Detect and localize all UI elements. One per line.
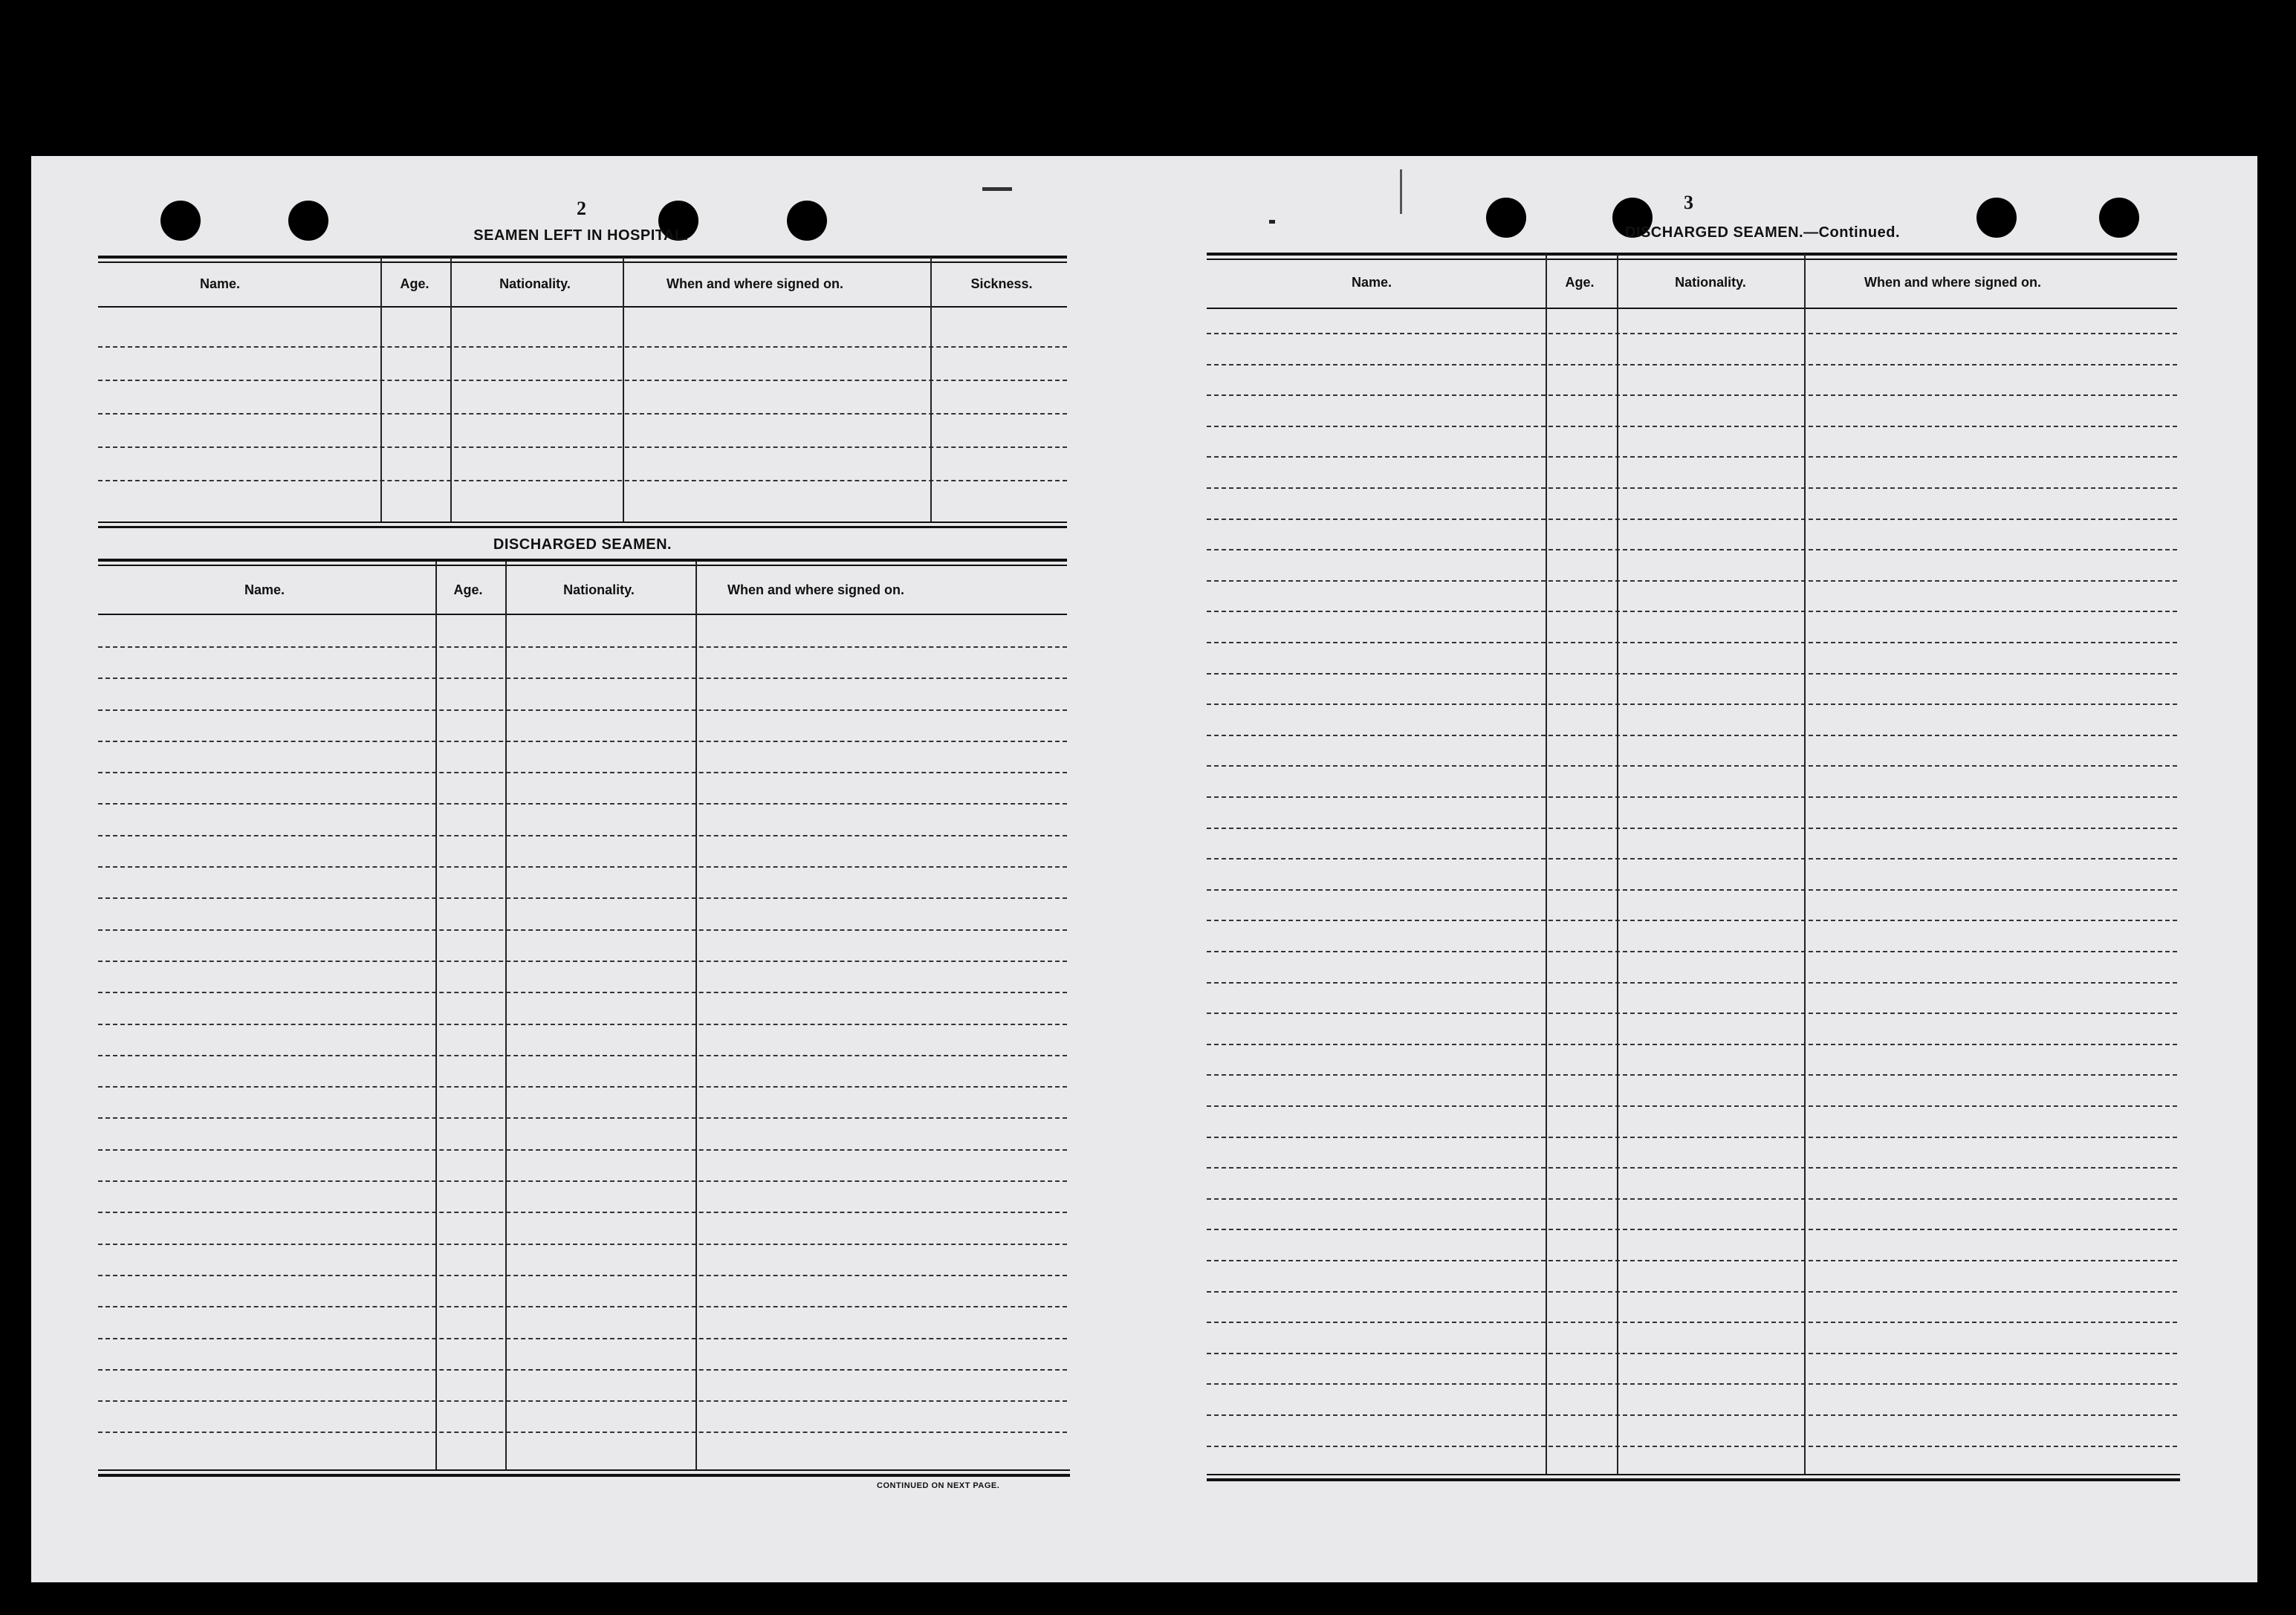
entry-line	[1207, 828, 2177, 829]
entry-line	[1207, 858, 2177, 860]
entry-line	[1207, 1074, 2177, 1076]
entry-line	[98, 897, 1067, 899]
entry-line	[98, 677, 1067, 679]
column-header: Name.	[1351, 275, 1392, 290]
column-divider	[1617, 254, 1618, 1475]
rule	[98, 261, 1067, 263]
rule	[1207, 253, 2177, 256]
entry-line	[1207, 364, 2177, 365]
entry-line	[1207, 1044, 2177, 1045]
entry-line	[98, 835, 1067, 836]
entry-line	[1207, 426, 2177, 427]
hospital-section-title: SEAMEN LEFT IN HOSPITAL.	[473, 227, 689, 244]
entry-line	[98, 1432, 1067, 1433]
column-divider	[623, 257, 624, 521]
entry-line	[98, 1055, 1067, 1056]
entry-line	[1207, 487, 2177, 489]
entry-line	[1207, 673, 2177, 675]
punch-hole	[787, 201, 827, 241]
punch-hole	[160, 201, 201, 241]
rule	[1207, 259, 2177, 260]
column-divider	[505, 562, 507, 1471]
entry-line	[1207, 1198, 2177, 1200]
column-header: Nationality.	[563, 582, 635, 597]
entry-line	[98, 1024, 1067, 1025]
entry-line	[1207, 519, 2177, 520]
rule	[98, 614, 1067, 615]
column-header: Nationality.	[499, 276, 571, 291]
punch-hole	[2099, 198, 2139, 238]
rule	[98, 559, 1067, 562]
rule	[1207, 1478, 2180, 1481]
speck	[1269, 220, 1275, 224]
column-header: Age.	[453, 582, 483, 597]
entry-line	[1207, 1167, 2177, 1169]
column-header: When and where signed on.	[727, 582, 905, 597]
rule	[98, 565, 1067, 566]
entry-line	[98, 961, 1067, 962]
column-divider	[380, 257, 382, 521]
speck	[982, 187, 1012, 191]
column-header: Age.	[400, 276, 429, 291]
entry-line	[1207, 456, 2177, 458]
entry-line	[1207, 920, 2177, 921]
column-divider	[1546, 254, 1547, 1475]
page-number: 2	[577, 198, 586, 219]
entry-line	[98, 1338, 1067, 1339]
entry-line	[98, 346, 1067, 348]
punch-hole	[1486, 198, 1526, 238]
entry-line	[1207, 642, 2177, 643]
entry-line	[1207, 1013, 2177, 1014]
column-header: Name.	[199, 276, 241, 291]
column-header: When and where signed on.	[666, 276, 844, 291]
entry-line	[1207, 951, 2177, 952]
rule	[98, 1474, 1070, 1477]
entry-line	[1207, 735, 2177, 736]
entry-line	[98, 1400, 1067, 1402]
entry-line	[98, 1180, 1067, 1182]
entry-line	[98, 741, 1067, 742]
column-divider	[435, 562, 437, 1471]
entry-line	[1207, 580, 2177, 582]
entry-line	[1207, 1353, 2177, 1354]
entry-line	[98, 992, 1067, 993]
entry-line	[1207, 1446, 2177, 1447]
entry-line	[1207, 796, 2177, 798]
entry-line	[1207, 394, 2177, 396]
entry-line	[98, 446, 1067, 448]
column-header: Name.	[244, 582, 285, 597]
entry-line	[1207, 1414, 2177, 1416]
entry-line	[1207, 703, 2177, 705]
rule	[98, 306, 1067, 308]
entry-line	[98, 1086, 1067, 1088]
column-header: Sickness.	[970, 276, 1033, 291]
entry-line	[1207, 1137, 2177, 1138]
entry-line	[98, 709, 1067, 711]
column-header: When and where signed on.	[1864, 275, 2042, 290]
column-divider	[695, 562, 697, 1471]
entry-line	[1207, 1105, 2177, 1107]
entry-line	[98, 413, 1067, 415]
entry-line	[1207, 1322, 2177, 1323]
discharged-continued-title: DISCHARGED SEAMEN.—Continued.	[1624, 224, 1901, 241]
entry-line	[1207, 333, 2177, 334]
entry-line	[98, 929, 1067, 931]
rule	[98, 526, 1067, 528]
entry-line	[98, 1369, 1067, 1371]
entry-line	[98, 866, 1067, 868]
entry-line	[1207, 765, 2177, 767]
discharged-section-title: DISCHARGED SEAMEN.	[493, 536, 672, 553]
page-number: 3	[1684, 192, 1693, 213]
rule	[98, 256, 1067, 259]
entry-line	[98, 803, 1067, 805]
punch-hole	[1976, 198, 2017, 238]
document-sheet	[31, 156, 2257, 1582]
column-divider	[1804, 254, 1806, 1475]
rule	[1207, 1474, 2180, 1475]
continued-note: CONTINUED ON NEXT PAGE.	[877, 1481, 1000, 1490]
entry-line	[1207, 982, 2177, 984]
punch-hole	[288, 201, 328, 241]
entry-line	[1207, 611, 2177, 612]
column-header: Age.	[1565, 275, 1595, 290]
column-header: Nationality.	[1675, 275, 1746, 290]
entry-line	[1207, 549, 2177, 550]
entry-line	[1207, 1383, 2177, 1385]
column-divider	[450, 257, 452, 521]
entry-line	[1207, 889, 2177, 891]
entry-line	[98, 480, 1067, 481]
entry-line	[98, 646, 1067, 648]
entry-line	[98, 1275, 1067, 1276]
speck	[1400, 169, 1402, 214]
column-divider	[930, 257, 932, 521]
rule	[98, 1469, 1070, 1471]
entry-line	[98, 380, 1067, 381]
entry-line	[98, 1244, 1067, 1245]
rule	[98, 521, 1067, 523]
entry-line	[98, 1149, 1067, 1151]
entry-line	[1207, 1229, 2177, 1230]
entry-line	[98, 1212, 1067, 1213]
rule	[1207, 308, 2177, 309]
entry-line	[1207, 1260, 2177, 1261]
entry-line	[98, 1306, 1067, 1307]
entry-line	[98, 1117, 1067, 1119]
entry-line	[98, 772, 1067, 773]
entry-line	[1207, 1291, 2177, 1293]
